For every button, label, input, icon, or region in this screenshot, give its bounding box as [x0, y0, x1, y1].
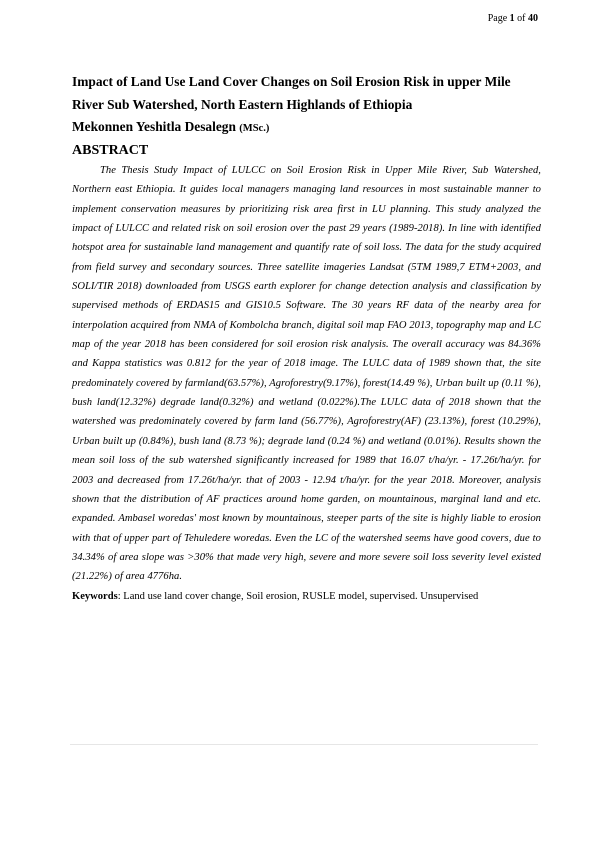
paper-content: [72, 70, 541, 605]
page-number: [488, 13, 538, 25]
keywords-line: [72, 589, 541, 605]
page-total: 40: [528, 13, 538, 24]
keywords-text: : Land use land cover change, Soil erosion, RUSLE model, supervised. Unsupervised: [117, 590, 479, 602]
paper-title: Impact of Land Use Land Cover Changes on Soil Erosion Risk in upper Mile River Sub Watershed, North Eastern Highlands of Ethiopia: [72, 74, 511, 112]
author-degree: (MSc.): [239, 123, 270, 134]
page-label: Page: [487, 13, 508, 24]
page-current: 1: [509, 13, 515, 24]
author-line: [72, 116, 541, 139]
keywords-label: Keywords: [72, 590, 118, 602]
footer-divider: [70, 744, 538, 745]
abstract-body: The Thesis Study Impact of LULCC on Soil Erosion Risk in Upper Mile River, Sub Watershed, Northern east Ethiopia. It guides local managers managing land resources in most sustainable manner to implement conservation measures by prioritizing risk area first in LU planning. This study analyzed the impact of LULCC and related risk on soil erosion over the past 29 years (1989-2018). In line with identified hotspot area for sustainable land management and quantify rate of soil loss. The data for the study acquired from field survey and secondary sources. Three satellite imageries Landsat (5TM 1989,7 ETM+2003, and SOLI/TIR 2018) downloaded from USGS earth explorer for change detection analysis and classification by supervised methods of ERDAS15 and GIS10.5 Software. The 30 years RF data of the nearby area for interpolation acquired from NMA of Kombolcha branch, digital soil map FAO 2013, topography map and LC map of the year 2018 has been considered for soil erosion risk analysis. The overall accuracy was 84.36% and Kappa statistics was 0.812 for the year of 2018 image. The LULC data of 1989 shown that, the site predominately covered by farmland(63.57%), Agroforestry(9.17%), forest(14.49 %), Urban built up (0.11 %), bush land(12.32%) degrade land(0.32%) and wetland (0.022%).The LULC data of 2018 shown that the watershed was predominately covered by farm land (56.77%), Agroforestry(AF) (23.13%), forest (10.29%), Urban built up (0.84%), bush land (8.73 %); degrade land (0.24 %) and wetland (0.01%). Results shown the mean soil loss of the sub watershed significantly increased for 1989 that 16.07 t/ha/yr. - 17.26t/ha/yr. for 2003 and decreased from 17.26t/ha/yr. that of 2003 - 12.94 t/ha/yr. for the year 2018. Moreover, analysis shown that the distribution of AF practices around home garden, on mountainous, marginal land and etc. expanded. Ambasel woredas' most known by mountainous, steeper parts of the site is highly liable to erosion with that of upper part of Tehuledere woredas. Even the LC of the watershed seems have good covers, due to 34.34% of area slope was >30% that made very high, severe and more severe soil loss severity level existed (21.22%) of area 4776ha.: [72, 165, 541, 583]
page-of: of: [517, 13, 526, 24]
abstract-heading: ABSTRACT: [72, 143, 149, 158]
author-name: Mekonnen Yeshitla Desalegn: [72, 119, 236, 134]
